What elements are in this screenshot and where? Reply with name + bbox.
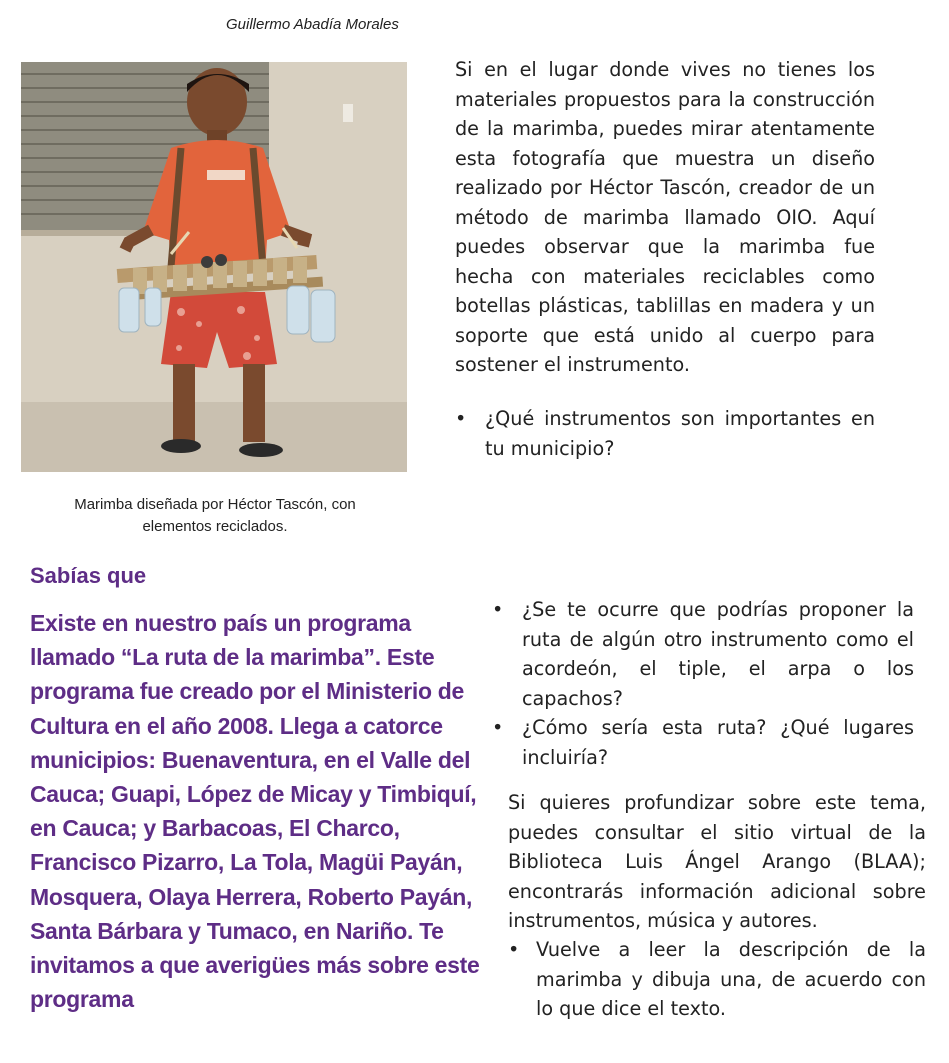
- bullet-item: [508, 935, 926, 1024]
- bullet-text: ¿Cómo sería esta ruta? ¿Qué lugares incluiría?: [522, 716, 914, 769]
- bullet-item: [492, 713, 914, 772]
- sabias-que-title: Sabías que: [30, 563, 147, 588]
- bullet-item: [492, 595, 914, 713]
- bullet-dot: •: [492, 716, 504, 739]
- bullet-dot: •: [508, 938, 520, 961]
- marimba-photo-illustration: [21, 62, 407, 472]
- bullet-dot: •: [455, 407, 467, 430]
- intro-paragraph: Si en el lugar donde vives no tienes los materiales propuestos para la construcción de la marimba, puedes mirar atentamente esta fotografía que muestra un diseño realizado por Héctor Tascón, creador de un método de marimba llamado OIO. Aquí puedes observar que la marimba fue hecha con materiales reciclables como botellas plásticas, tablillas en madera y un soporte que está unido al cuerpo para sostener el instrumento.: [455, 58, 875, 376]
- bullet-dot: •: [492, 598, 504, 621]
- bullet-text: ¿Qué instrumentos son importantes en tu municipio?: [485, 407, 875, 460]
- marimba-photo: [21, 62, 407, 472]
- photo-caption: Marimba diseñada por Héctor Tascón, con elementos reciclados.: [74, 496, 356, 535]
- bullet-text: Vuelve a leer la descripción de la marimba y dibuja una, de acuerdo con lo que dice el texto.: [536, 938, 926, 1020]
- closing-paragraph: Si quieres profundizar sobre este tema, puedes consultar el sitio virtual de la Biblioteca Luis Ángel Arango (BLAA); encontrarás información adicional sobre instrumentos, música y autores.: [508, 791, 926, 932]
- photo-credit: Guillermo Abadía Morales: [226, 16, 399, 33]
- bullet-text: ¿Se te ocurre que podrías proponer la ruta de algún otro instrumento como el acordeón, el tiple, el arpa o los capachos?: [522, 598, 914, 710]
- bullet-item: [455, 404, 875, 463]
- sabias-que-body: Existe en nuestro país un programa llamado “La ruta de la marimba”. Este programa fue creado por el Ministerio de Cultura en el año 2008. Llega a catorce municipios: Buenaventura, en el Valle del Cauca; Guapi, López de Micay y Timbiquí, en Cauca; y Barbacoas, El Charco, Francisco Pizarro, La Tola, Magüi Payán, Mosquera, Olaya Herrera, Roberto Payán, Santa Bárbara y Tumaco, en Nariño. Te invitamos a que averigües más sobre este programa: [30, 610, 480, 1013]
